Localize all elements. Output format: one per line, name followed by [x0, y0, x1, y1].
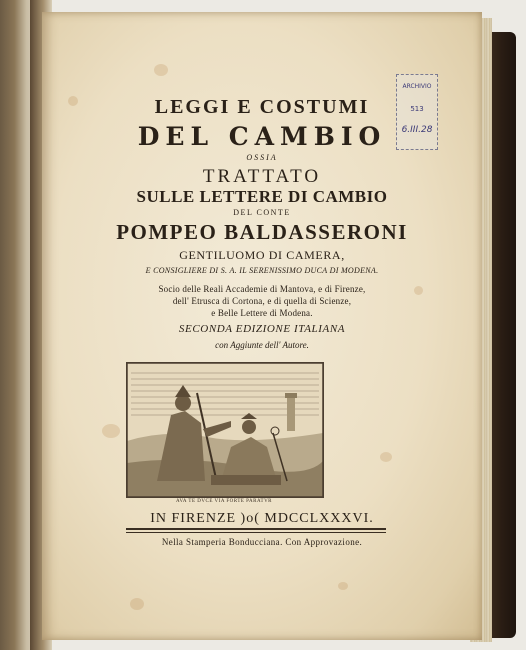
divider-rule-thin — [126, 532, 386, 533]
library-stamp — [396, 74, 438, 150]
academy-line-2: dell' Etrusca di Cortona, e di quella di Scienze, — [172, 296, 352, 306]
stamp-top-text: ARCHIVIO — [402, 83, 432, 90]
academy-line-3: e Belle Lettere di Modena. — [211, 308, 313, 318]
author-name: POMPEO BALDASSERONI — [116, 220, 408, 244]
title-line-3: OSSIA — [246, 153, 278, 162]
engraving-illustration — [127, 363, 323, 497]
shelfmark: 6.III.28 — [401, 125, 433, 135]
stamp-number: 513 — [410, 105, 424, 113]
title-line-4: TRATTATO — [202, 166, 322, 187]
academy-line-1: Socio delle Reali Accademie di Mantova, e di Firenze, — [158, 284, 366, 294]
title-text — [42, 0, 482, 650]
printer-line: Nella Stamperia Bonducciana. Con Approvazione. — [161, 537, 363, 547]
engraving-caption: AVA TE DVCE VIA FORTE PARATVR — [175, 499, 273, 504]
author-title: GENTILUOMO DI CAMERA, — [179, 248, 345, 262]
imprint-line: IN FIRENZE )o( MDCCLXXXVI. — [150, 511, 374, 526]
title-line-6: DEL CONTE — [233, 208, 291, 217]
author-role: E CONSIGLIERE DI S. A. IL SERENISSIMO DUCA DI MODENA. — [145, 266, 379, 275]
title-line-5: SULLE LETTERE DI CAMBIO — [136, 187, 388, 206]
allegorical-engraving — [126, 362, 324, 498]
divider-rule-thick — [126, 528, 386, 530]
title-line-1: LEGGI E COSTUMI — [154, 96, 370, 118]
additions-line: con Aggiunte dell' Autore. — [215, 340, 309, 350]
edition-line: SECONDA EDIZIONE ITALIANA — [178, 323, 346, 335]
title-line-2: DEL CAMBIO — [137, 122, 387, 151]
